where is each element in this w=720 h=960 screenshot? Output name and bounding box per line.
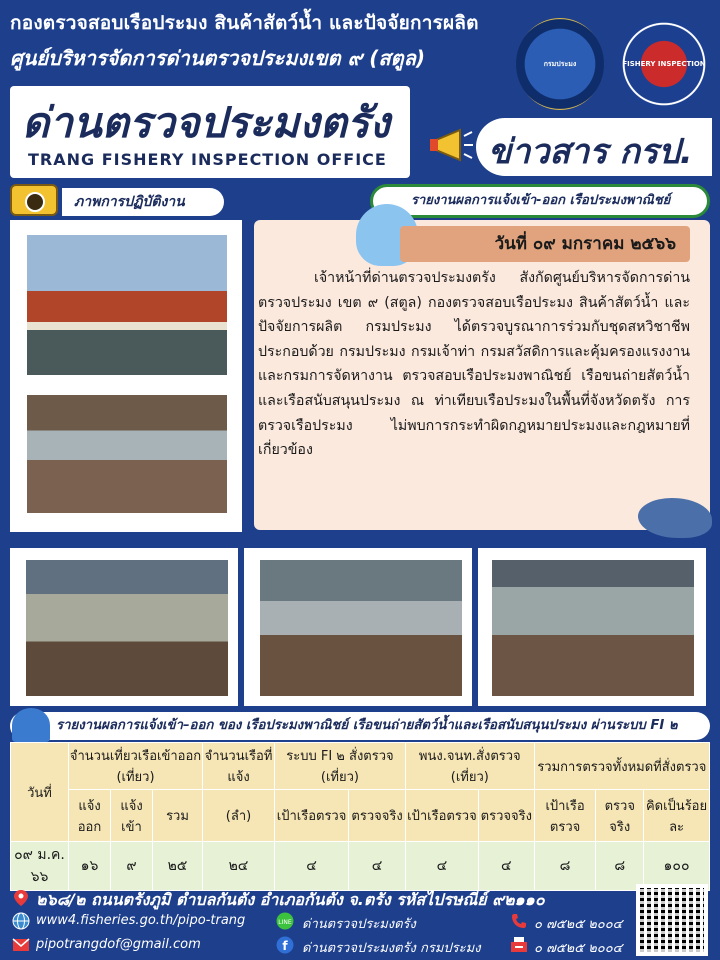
manta-ray-icon [12,708,50,742]
report-section-label: รายงานผลการแจ้งเข้า-ออก เรือประมงพาณิชย์ [370,184,710,218]
cell-sum: ๒๕ [153,842,203,891]
subheader-percent: คิดเป็นร้อยละ [644,790,710,842]
footer-fax: ๐ ๗๕๒๕ ๒๐๐๔ [534,941,623,956]
header-fi2: ระบบ FI ๒ สั่งตรวจ (เที่ยว) [275,743,406,790]
header-line-1: กองตรวจสอบเรือประมง สินค้าสัตว์น้ำ และปัจจัยการผลิต [10,12,479,34]
facebook-icon [276,936,294,954]
office-title-english: TRANG FISHERY INSPECTION OFFICE [28,150,387,169]
cell-pnng-target: ๔ [405,842,478,891]
stats-table [10,742,710,891]
header-trips: จำนวนเที่ยวเรือเข้าออก (เที่ยว) [69,743,203,790]
cell-out: ๑๖ [69,842,111,891]
footer-email[interactable]: pipotrangdof@gmail.com [36,937,201,952]
cell-fi2-target: ๔ [275,842,349,891]
email-icon [12,936,30,954]
globe-icon [12,912,30,930]
subheader-pnng-target: เป้าเรือตรวจ [405,790,478,842]
cell-boats: ๒๔ [203,842,275,891]
logo2-text: FISHERY INSPECTION [622,60,706,68]
subheader-pnng-actual: ตรวจจริง [478,790,534,842]
boat-photo [24,232,230,378]
location-pin-icon [12,889,30,907]
header-date: วันที่ [11,743,69,842]
work-photos-label: ภาพการปฏิบัติงาน [62,188,224,216]
title-box [10,86,410,178]
qr-code[interactable] [636,884,708,956]
table-row [11,842,710,891]
phone-icon [510,912,528,930]
subheader-unit-boats: (ลำ) [203,790,275,842]
subheader-total-actual: ตรวจจริง [596,790,644,842]
cell-date: ๐๙ ม.ค. ๖๖ [11,842,69,891]
subheader-sum: รวม [153,790,203,842]
office-title-thai: ด่านตรวจประมงตรัง [22,98,390,147]
camera-icon [10,184,58,216]
cell-fi2-actual: ๔ [349,842,406,891]
megaphone-icon [430,128,474,162]
whale-icon [638,498,712,538]
cell-total-target: ๘ [534,842,596,891]
subheader-fi2-target: เป้าเรือตรวจ [275,790,349,842]
report-date: วันที่ ๐๙ มกราคม ๒๕๖๖ [400,226,690,262]
inspection-photo-2 [258,558,464,698]
cell-in: ๙ [111,842,153,891]
table-title: รายงานผลการแจ้งเข้า–ออก ของ เรือประมงพาณิชย์ เรือขนถ่ายสัตว์น้ำและเรือสนับสนุนประมง ผ่านระบบ FI ๒ [10,712,710,740]
footer-line-name[interactable]: ด่านตรวจประมงตรัง [302,917,416,932]
fax-icon [510,936,528,954]
logo1-text: กรมประมง [543,59,577,68]
footer-address: ๒๖๘/๒ ถนนตรังภูมิ ตำบลกันตัง อำเภอกันตัง จ.ตรัง รหัสไปรษณีย์ ๙๒๑๑๐ [36,890,545,909]
footer-phone: ๐ ๗๕๒๕ ๒๐๐๔ [534,917,623,932]
report-body: เจ้าหน้าที่ด่านตรวจประมงตรัง สังกัดศูนย์บริหารจัดการด่านตรวจประมง เขต ๙ (สตูล) กองตรวจสอบเรือประมง สินค้าสัตว์น้ำ และปัจจัยการผลิต กรมประมง ได้ตรวจบูรณาการร่วมกับชุดสหวิชาชีพ ประกอบด้วย กรมประมง กรมเจ้าท่า กรมสวัสดิการและคุ้มครองแรงงาน และกรมการจัดหางาน ตรวจสอบเรือประมงพาณิชย์ เรือขนถ่ายสัตว์น้ำและเรือสนับสนุนประมง ณ ท่าเทียบเรือประมงในพื้นที่จังหวัดตรัง การตรวจเรือประมง ไม่พบการกระทำผิดกฎหมายประมงและกฎหมายที่เกี่ยวข้อง [258,270,690,459]
inspection-photo-1 [24,558,230,698]
header-boats: จำนวนเรือที่แจ้ง [203,743,275,790]
crew-lineup-photo [24,392,230,516]
line-app-icon [276,912,294,930]
inspection-photo-3 [490,558,696,698]
footer-facebook-name[interactable]: ด่านตรวจประมงตรัง กรมประมง [302,941,481,956]
cell-total-actual: ๘ [596,842,644,891]
svg-text:LINE: LINE [278,919,292,926]
subheader-total-target: เป้าเรือตรวจ [534,790,596,842]
subheader-out: แจ้งออก [69,790,111,842]
svg-text:f: f [282,939,288,953]
header-pnng: พนง.จนท.สั่งตรวจ (เที่ยว) [405,743,534,790]
header-total: รวมการตรวจทั้งหมดที่สั่งตรวจ [534,743,709,790]
news-label: ข่าวสาร กรป. [488,132,693,172]
subheader-in: แจ้งเข้า [111,790,153,842]
news-box [476,118,712,176]
fishery-inspection-logo [618,18,710,110]
cell-percent: ๑๐๐ [644,842,710,891]
header-line-2: ศูนย์บริหารจัดการด่านตรวจประมงเขต ๙ (สตูล) [10,46,425,70]
footer-website[interactable]: www4.fisheries.go.th/pipo-trang [36,913,246,928]
subheader-fi2-actual: ตรวจจริง [349,790,406,842]
cell-pnng-actual: ๔ [478,842,534,891]
department-of-fisheries-logo [516,18,604,110]
